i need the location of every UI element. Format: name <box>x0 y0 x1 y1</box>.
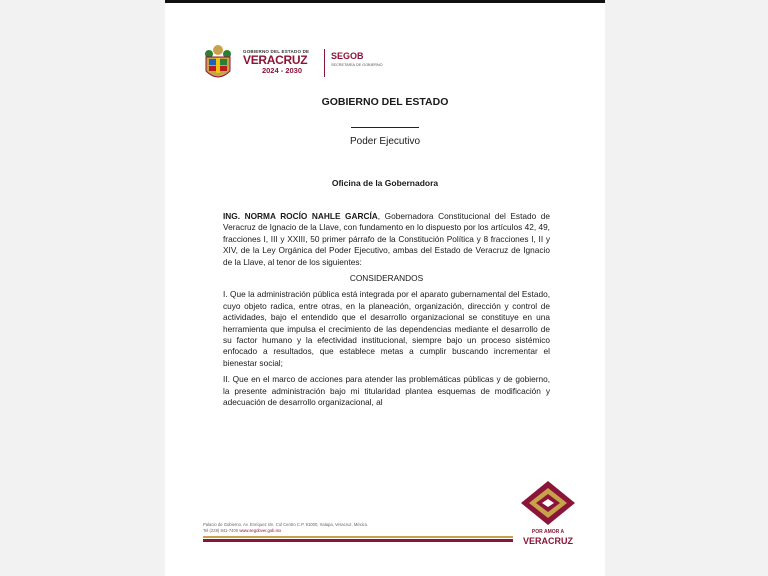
por-amor-a-veracruz-logo <box>513 479 583 569</box>
gov-small-text: GOBIERNO DEL ESTADO DE <box>243 49 310 54</box>
document-page <box>165 3 605 576</box>
title-rule <box>351 127 419 128</box>
document-subtitle: Poder Ejecutivo <box>349 136 421 147</box>
brand-big-text: VERACRUZ <box>522 536 573 546</box>
segob-logo: SEGOB <box>331 51 364 61</box>
state-government-logo <box>243 49 321 75</box>
footer-address <box>203 522 368 534</box>
intro-paragraph <box>223 211 550 268</box>
document-body <box>223 211 550 414</box>
footer-pattern <box>203 534 513 544</box>
state-crest-icon <box>201 43 235 83</box>
footer-phone: Tel (228) 841-7400 <box>203 528 239 533</box>
considerandos-heading: CONSIDERANDOS <box>349 273 424 284</box>
logo-divider <box>324 49 325 77</box>
paragraph-1: I. Que la administración pública está integrada por el aparato gubernamental del Estado, cuyo objeto radica, entre otras, en la planeación, organización, dirección y control de actividades, bajo el entendido que el desarrollo organizacional se constituye en una herramienta que impulsa el crecimiento de las dependencias mediante el desarrollo de su factor humano y la efectividad institucional, siempre bajo un proceso sistémico enfocado a resultados, que establece metas a cumplir buscando incrementar el bienestar social; <box>223 289 550 368</box>
document-title: GOBIERNO DEL ESTADO <box>321 96 449 108</box>
signer-name: ING. NORMA ROCÍO NAHLE GARCÍA <box>223 211 378 221</box>
gov-state-name: VERACRUZ <box>243 53 308 67</box>
footer-website: www.segobver.gob.mx <box>239 528 282 533</box>
gov-years: 2024 - 2030 <box>261 66 303 75</box>
intro-text: , Gobernadora Constitucional del Estado de Veracruz de Ignacio de la Llave, con fundamento en lo dispuesto por los artículos 42, 49, fracciones I, III y XXIII, 50 primer párrafo de la Constitución Política y 8 fracciones I, II y XIV, de la Ley Orgánica del Poder Ejecutivo, ambas del Estado de Veracruz de Ignacio de la Llave, al tenor de los siguientes: <box>223 211 550 267</box>
paragraph-2: II. Que en el marco de acciones para atender las problemáticas públicas y de gobierno, la presente administración bajo mi titularidad plantea esquemas de modificación y adecuación de desarrollo organizacional, al <box>223 374 550 408</box>
footer-address-line: Palacio de Gobierno. Av. Enríquez s/n. Col Centro C.P. 91000, Xalapa, Veracruz, México. <box>203 522 369 527</box>
header-logos <box>201 43 421 85</box>
brand-small-text: POR AMOR A <box>531 529 565 535</box>
segob-subtitle: SECRETARÍA DE GOBIERNO <box>331 63 383 67</box>
office-name: Oficina de la Gobernadora <box>331 178 439 188</box>
brand-pattern-icon <box>513 479 583 529</box>
